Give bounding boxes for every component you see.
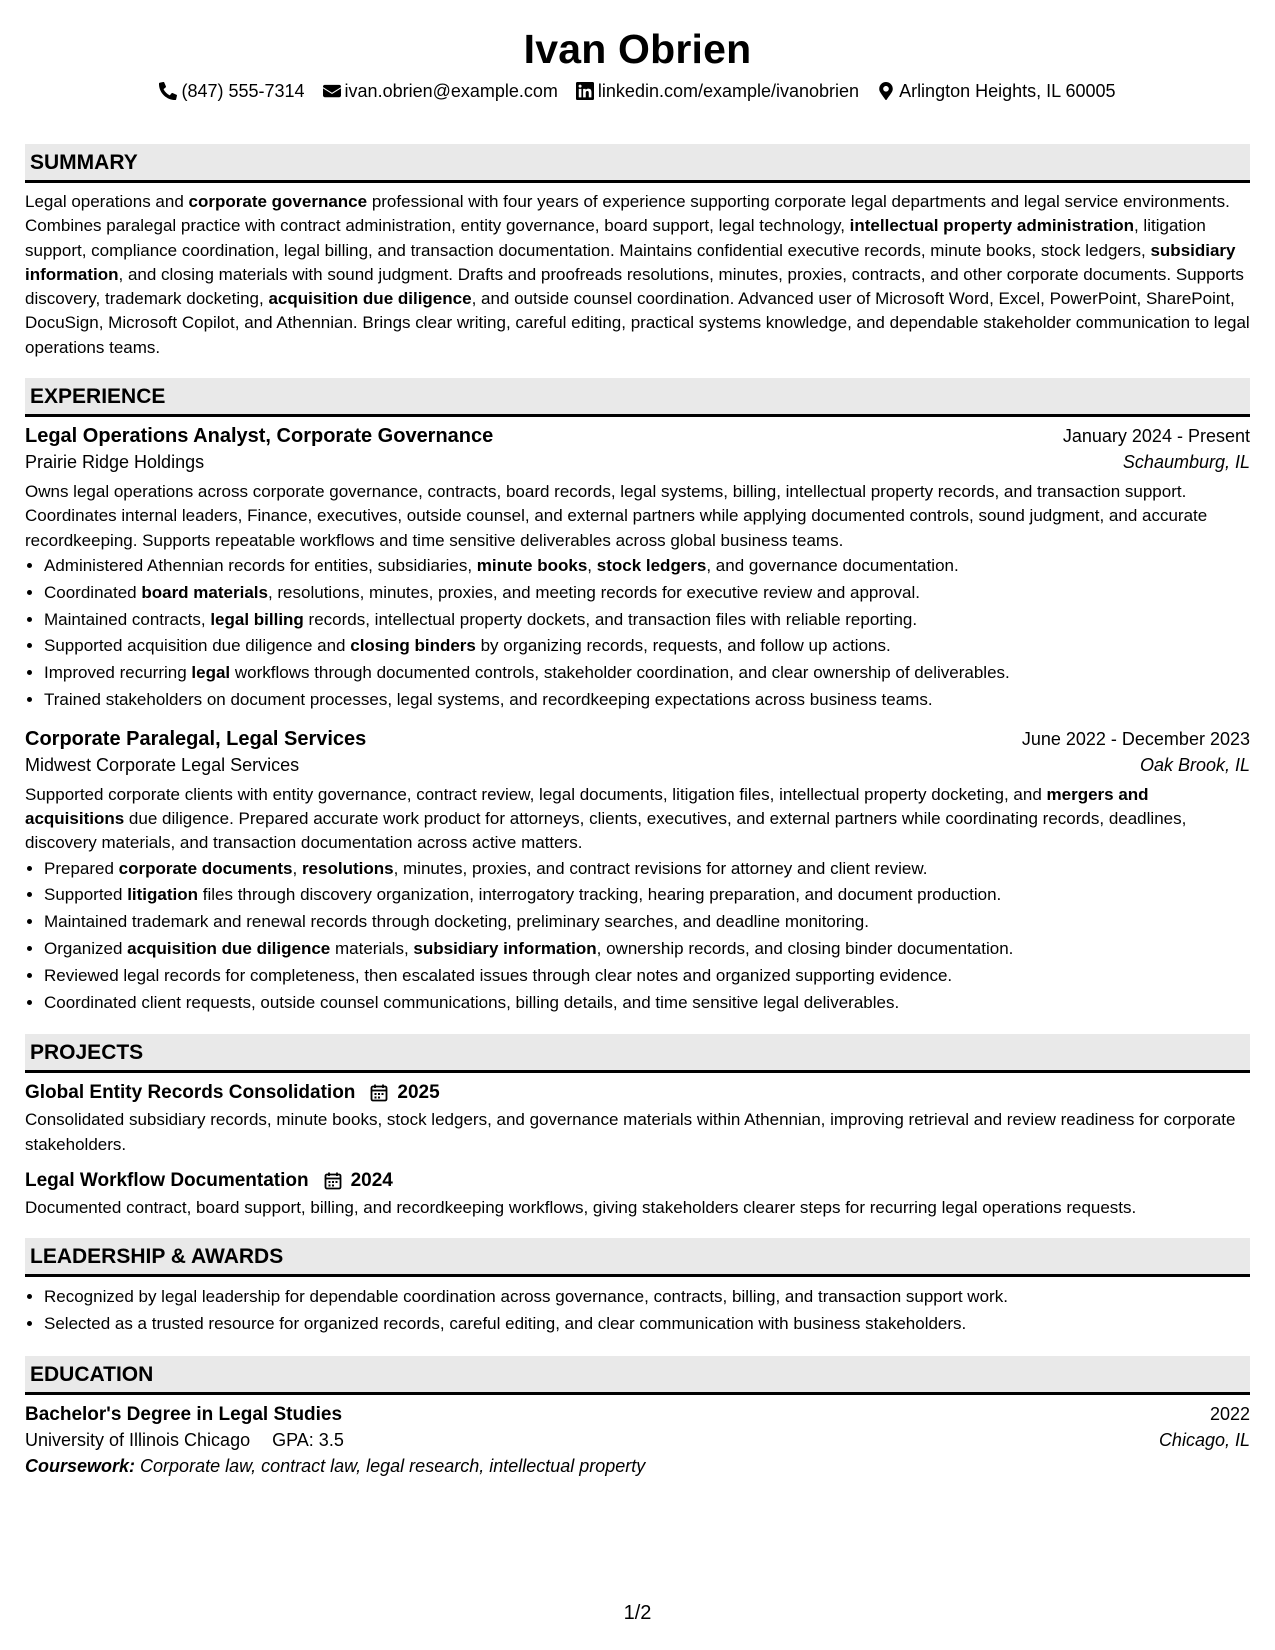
list-item: • Recognized by legal leadership for dependable coordination across governance, contracts, billing, and transaction support work. [44, 1284, 1250, 1311]
contact-phone[interactable] [159, 81, 304, 102]
degree: Bachelor's Degree in Legal Studies [25, 1403, 343, 1425]
text-run: materials, [330, 939, 414, 959]
text-run: professional with four years of experience supporting corporate legal departments and legal service environments. Combines paralegal practice with contract administration, entity governance, board support, legal technology, [25, 192, 1230, 236]
job-dates: June 2022 - December 2023 [1021, 728, 1250, 749]
experience-section [25, 378, 1250, 1016]
text-run: , and outside counsel coordination. Advanced user of Microsoft Word, Excel, PowerPoint, SharePoint, DocuSign, Microsoft Copilot, and Athennian. Brings clear writing, careful editing, practical systems knowledge, and dependable stakeholder communication to legal operations teams. [25, 289, 1250, 357]
text-run: Maintained contracts, [44, 609, 211, 629]
bold-text: closing binders [350, 636, 476, 656]
bold-text: subsidiary information [25, 240, 1236, 284]
section-heading: PROJECTS [25, 1034, 1250, 1073]
contact-location-text: Arlington Heights, IL 60005 [899, 80, 1116, 101]
job-bullets [25, 856, 1250, 1017]
text-run: records, intellectual property dockets, and transaction files with reliable reporting. [303, 609, 918, 629]
bold-text: subsidiary information [413, 939, 597, 959]
text-run: Reviewed legal records for completeness, then escalated issues through clear notes and organized supporting evidence. [44, 965, 953, 985]
bold-text: corporate governance [188, 192, 368, 211]
text-run: Prepared [44, 858, 119, 878]
resume-page [25, 0, 1250, 1477]
text-run: workflows through documented controls, stakeholder coordination, and clear ownership of deliverables. [230, 663, 1010, 683]
contact-phone-text: (847) 555-7314 [181, 80, 305, 101]
job-location: Oak Brook, IL [1139, 754, 1250, 775]
list-item [44, 856, 1250, 883]
bold-text: acquisition due diligence [127, 939, 331, 959]
graduation-year: 2022 [1209, 1403, 1250, 1424]
bold-text: acquisition due diligence [268, 289, 472, 309]
bold-text: corporate documents [118, 858, 293, 878]
company-name: Midwest Corporate Legal Services [25, 754, 300, 775]
project-year: 2025 [397, 1082, 440, 1104]
gpa: GPA: 3.5 [272, 1429, 344, 1450]
envelope-icon [323, 82, 341, 100]
job-title: Corporate Paralegal, Legal Services [25, 727, 367, 750]
job-title: Legal Operations Analyst, Corporate Governance [25, 425, 494, 448]
text-run: due diligence. Prepared accurate work product for attorneys, clients, executives, and external partners while coordinating records, deadlines, discovery materials, and transaction documentation across active matters. [25, 809, 1187, 853]
text-run: Coordinated [44, 582, 142, 602]
coursework-label: Coursework: [25, 1455, 136, 1476]
text-run: Trained stakeholders on document processes, legal systems, and recordkeeping expectations across business teams. [44, 689, 933, 709]
job-location: Schaumburg, IL [1122, 452, 1250, 473]
education-section [25, 1356, 1250, 1477]
list-item [44, 607, 1250, 634]
coursework-list: Corporate law, contract law, legal research, intellectual property [140, 1455, 646, 1476]
leadership-bullets [25, 1284, 1250, 1338]
calendar-icon [369, 1083, 389, 1103]
text-run: Supported corporate clients with entity governance, contract review, legal documents, litigation files, intellectual property docketing, and [25, 784, 1047, 804]
contact-email-text: ivan.obrien@example.com [344, 80, 558, 101]
section-heading: LEADERSHIP & AWARDS [25, 1238, 1250, 1277]
list-item [44, 687, 1250, 714]
list-item [44, 580, 1250, 607]
text-run: Owns legal operations across corporate governance, contracts, board records, legal systems, billing, intellectual property records, and transaction support. Coordinates internal leaders, Finance, executives, outside counsel, and external partners while applying documented controls, sound judgment, and accurate recordkeeping. Supports repeatable workflows and time sensitive deliverables across global business teams. [25, 482, 1208, 550]
list-item [44, 990, 1250, 1017]
summary-text [25, 190, 1250, 360]
list-item [44, 660, 1250, 687]
job-description [25, 480, 1250, 553]
bold-text: minute books [476, 555, 588, 575]
candidate-name: Ivan Obrien [523, 26, 752, 72]
text-run: by organizing records, requests, and follow up actions. [475, 636, 891, 656]
leadership-section [25, 1238, 1250, 1338]
project-title: Legal Workflow Documentation [25, 1170, 309, 1192]
text-run: , ownership records, and closing binder documentation. [596, 939, 1014, 959]
list-item [44, 936, 1250, 963]
phone-icon [159, 82, 177, 100]
text-run: , and closing materials with sound judgment. Drafts and proofreads resolutions, minutes, proxies, contracts, and other corporate documents. Supports discovery, trademark docketing, [25, 264, 1244, 309]
calendar-icon [323, 1171, 343, 1191]
text-run: Improved recurring [44, 663, 192, 683]
text-run: Maintained trademark and renewal records through docketing, preliminary searches, and deadline monitoring. [44, 912, 869, 932]
bold-text: litigation [127, 885, 199, 905]
bold-text: legal [191, 663, 231, 683]
list-item: • Selected as a trusted resource for organized records, careful editing, and clear communication with business stakeholders. [44, 1311, 1250, 1338]
text-run: Supported [44, 885, 128, 905]
projects-section [25, 1034, 1250, 1220]
list-item [44, 909, 1250, 936]
contact-location [877, 81, 1115, 102]
list-item [44, 963, 1250, 990]
contact-linkedin[interactable] [576, 81, 859, 102]
text-run: Legal operations and [25, 192, 189, 211]
school-location: Chicago, IL [1158, 1429, 1250, 1450]
text-run: Supported acquisition due diligence and [44, 636, 351, 656]
job-entry [25, 728, 1250, 1017]
linkedin-icon [576, 82, 594, 100]
summary-section [25, 144, 1250, 360]
project-title: Global Entity Records Consolidation [25, 1082, 356, 1104]
job-bullets [25, 553, 1250, 714]
bold-text: board materials [141, 582, 268, 602]
bold-text: legal billing [210, 609, 304, 629]
list-item [44, 633, 1250, 660]
map-marker-icon [877, 82, 895, 100]
section-heading: EDUCATION [25, 1356, 1250, 1395]
job-dates: January 2024 - Present [1062, 426, 1250, 447]
section-heading: SUMMARY [25, 144, 1250, 183]
project-description: Documented contract, board support, billing, and recordkeeping workflows, giving stakeholders clearer steps for recurring legal operations requests. [25, 1198, 1137, 1218]
list-item [44, 553, 1250, 580]
text-run: , and governance documentation. [706, 555, 959, 575]
coursework [25, 1456, 1250, 1477]
bold-text: stock ledgers [596, 555, 707, 575]
contact-linkedin-text: linkedin.com/example/ivanobrien [597, 80, 860, 101]
section-heading: EXPERIENCE [25, 378, 1250, 417]
contact-email[interactable] [323, 81, 558, 102]
text-run: , [292, 858, 302, 878]
text-run: Organized [44, 939, 128, 959]
project-year: 2024 [350, 1170, 393, 1192]
school-name: University of Illinois Chicago [25, 1429, 251, 1450]
contact-bar [25, 78, 1250, 104]
job-description [25, 783, 1250, 856]
text-run: , [587, 555, 597, 575]
project-entry [25, 1082, 1250, 1157]
text-run: Administered Athennian records for entities, subsidiaries, [44, 555, 477, 575]
company-name: Prairie Ridge Holdings [25, 452, 205, 473]
project-description: Consolidated subsidiary records, minute books, stock ledgers, and governance materials within Athennian, improving retrieval and review readiness for corporate stakeholders. [25, 1110, 1236, 1154]
text-run: , resolutions, minutes, proxies, and meeting records for executive review and approval. [267, 582, 920, 602]
list-item [44, 882, 1250, 909]
page-number: 1/2 [623, 1602, 652, 1624]
text-run: Coordinated client requests, outside counsel communications, billing details, and time sensitive legal deliverables. [44, 992, 900, 1012]
project-entry [25, 1170, 1250, 1220]
text-run: , minutes, proxies, and contract revisions for attorney and client review. [393, 858, 928, 878]
bold-text: intellectual property administration [849, 216, 1134, 236]
bold-text: mergers and acquisitions [25, 784, 1149, 829]
text-run: files through discovery organization, interrogatory tracking, hearing preparation, and document production. [198, 885, 1002, 905]
job-entry [25, 425, 1250, 714]
bold-text: resolutions [301, 858, 394, 878]
text-run: , litigation support, compliance coordination, legal billing, and transaction documentation. Maintains confidential executive records, minute books, stock ledgers, [25, 216, 1206, 260]
